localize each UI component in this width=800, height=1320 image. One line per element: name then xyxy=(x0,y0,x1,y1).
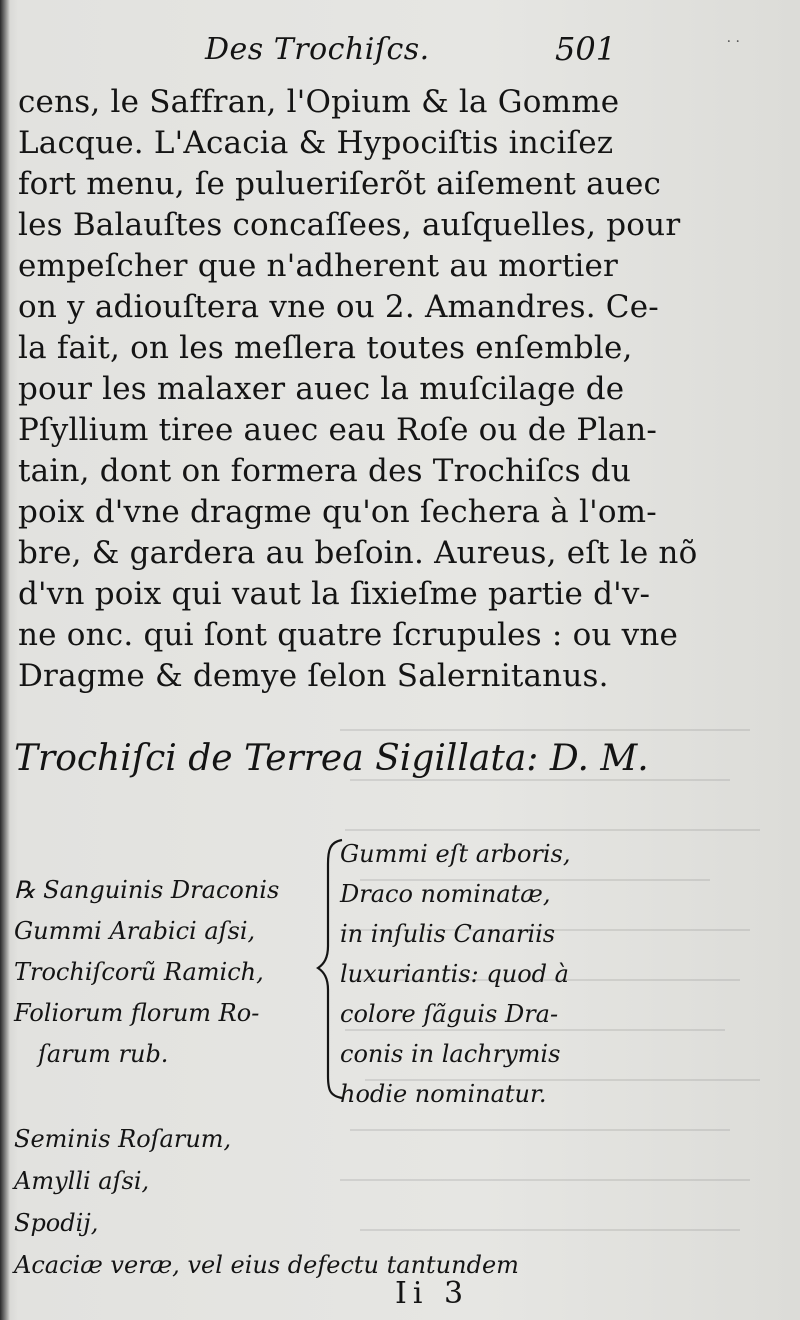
ingredient-line: Amylli aſsi, xyxy=(14,1167,150,1195)
text-line: d'vn poix qui vaut la ſixieſme partie d'v- xyxy=(18,576,651,612)
ingredient-line: Seminis Roſarum, xyxy=(14,1125,232,1153)
gloss-line: conis in lachrymis xyxy=(340,1040,561,1068)
running-head xyxy=(0,28,800,78)
text-line: poix d'vne dragme qu'on ſechera à l'om- xyxy=(18,494,657,530)
text-line: pour les malaxer auec la muſcilage de xyxy=(18,371,625,407)
gloss-line: hodie nominatur. xyxy=(340,1080,547,1108)
text-line: la fait, on les meſlera toutes enſemble, xyxy=(18,330,633,366)
signature-mark: Ii 3 xyxy=(395,1276,470,1311)
gloss-line: Draco nominatæ, xyxy=(340,880,551,908)
body-paragraph xyxy=(18,82,698,697)
text-line: ne onc. qui ſont quatre ſcrupules : ou vne xyxy=(18,617,679,653)
ingredient-line: Acaciæ veræ, vel eius defectu tantundem xyxy=(14,1251,519,1279)
ingredient-line: Gummi Arabici aſsi, xyxy=(14,917,256,945)
ingredient-line: Trochiſcorũ Ramich, xyxy=(14,958,264,986)
ingredient-line: Spodij, xyxy=(14,1209,99,1237)
gloss-line: Gummi eſt arboris, xyxy=(340,840,571,868)
text-line: bre, & gardera au beſoin. Aureus, eſt le nõ xyxy=(18,535,698,571)
ingredient-line: ℞ Sanguinis Draconis xyxy=(14,876,280,904)
page-number: 501 xyxy=(555,30,617,68)
text-line: cens, le Saffran, l'Opium & la Gomme xyxy=(18,84,620,120)
text-line: les Balauſtes concaſſees, auſquelles, pour xyxy=(18,207,681,243)
text-line: Lacque. L'Acacia & Hypociſtis inciſez xyxy=(18,125,614,161)
text-line: fort menu, ſe pulueriſerõt aiſement auec xyxy=(18,166,662,202)
gloss-line: luxuriantis: quod à xyxy=(340,960,569,988)
ingredient-line: Foliorum florum Ro- xyxy=(14,999,260,1027)
text-line: Pſyllium tiree auec eau Roſe ou de Plan- xyxy=(18,412,658,448)
ingredient-list xyxy=(14,870,319,1075)
text-line: Dragme & demye ſelon Salernitanus. xyxy=(18,658,609,694)
ingredient-list-continued xyxy=(14,1118,634,1286)
text-line: on y adiouſtera vne ou 2. Amandres. Ce- xyxy=(18,289,659,325)
corner-speck: · · xyxy=(726,34,740,50)
running-title: Des Trochiſcs. xyxy=(205,32,430,67)
gloss-line: colore ſãguis Dra- xyxy=(340,1000,559,1028)
gloss-note xyxy=(340,834,640,1114)
section-heading: Trochiſci de Terrea Sigillata: D. M. xyxy=(14,738,649,779)
text-line: tain, dont on formera des Trochiſcs du xyxy=(18,453,632,489)
text-line: empeſcher que n'adherent au mortier xyxy=(18,248,619,284)
ingredient-line: ſarum rub. xyxy=(38,1040,169,1068)
page-edge-shadow xyxy=(0,0,10,1320)
recipe-block xyxy=(14,840,674,1110)
gloss-line: in inſulis Canariis xyxy=(340,920,556,948)
